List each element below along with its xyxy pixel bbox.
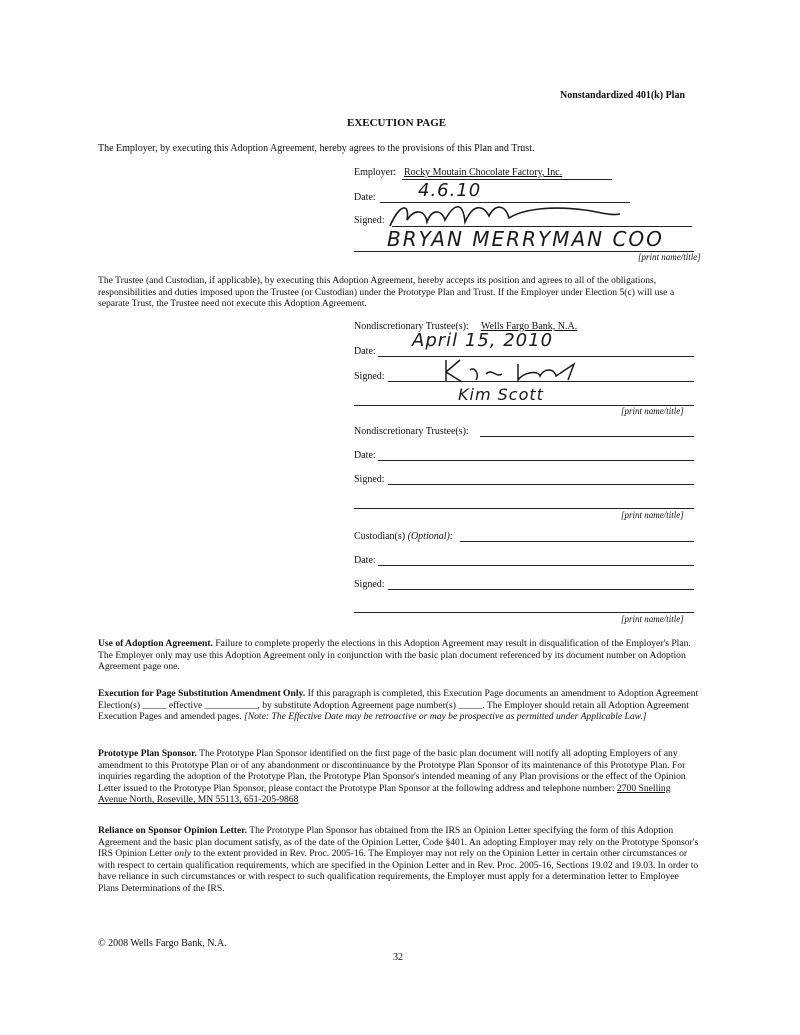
custodian-colon: : bbox=[449, 531, 453, 542]
trustee-intro: The Trustee (and Custodian, if applicable), by executing this Adoption Agreement, hereby accepts its position and agrees to all of the obligations, responsibilities and duties imposed upon the Trustee (or Custodian) under the Prototype Plan and Trust. If the Employer under Election 5(c) will use a separate Trust, the Trustee need not execute this Adoption Agreement. bbox=[98, 275, 675, 310]
trustee-1-print-name-label: [print name/title] bbox=[621, 406, 684, 416]
trustee-2-label: Nondiscretionary Trustee(s): bbox=[354, 426, 469, 437]
custodian-label-text: Custodian(s) bbox=[354, 531, 406, 542]
employer-name: Rocky Moutain Chocolate Factory, Inc. bbox=[404, 167, 563, 178]
custodian-name-line[interactable] bbox=[460, 541, 694, 542]
custodian-print-name-label: [print name/title] bbox=[621, 614, 684, 624]
reliance-body-2: to the extent provided in Rev. Proc. 2005-16. The Employer may not rely on the Opinion Letter in certain other circumstances or with respect to certain qualification requirements, which are specified in the Opinion Letter and in Rev. Proc. 2005-16, Sections 19.02 and 19.03. In order to have reliance in such circumstances or with respect to such qualification requirements, the Employer must apply for a determination letter to Employee Plans Determinations of the IRS. bbox=[98, 848, 699, 894]
trustee-2-print-line[interactable] bbox=[354, 508, 694, 509]
footer-copyright: © 2008 Wells Fargo Bank, N.A. bbox=[98, 938, 227, 949]
employer-intro: The Employer, by executing this Adoption Agreement, hereby agrees to the provisions of this Plan and Trust. bbox=[98, 143, 535, 154]
trustee-2-signed-line[interactable] bbox=[388, 484, 694, 485]
reliance-paragraph bbox=[98, 825, 700, 895]
page-title: EXECUTION PAGE bbox=[347, 117, 447, 129]
employer-print-name-label: [print name/title] bbox=[638, 252, 701, 262]
trustee-2-signed-label: Signed: bbox=[354, 474, 385, 485]
trustee-1-name: Wells Fargo Bank, N.A. bbox=[481, 321, 578, 332]
use-heading: Use of Adoption Agreement. bbox=[98, 638, 213, 649]
custodian-signed-line[interactable] bbox=[388, 589, 694, 590]
reliance-heading: Reliance on Sponsor Opinion Letter. bbox=[98, 825, 247, 836]
custodian-date-label: Date: bbox=[354, 555, 376, 566]
trustee-1-label: Nondiscretionary Trustee(s): bbox=[354, 321, 469, 332]
exec-body: If this paragraph is completed, this Execution Page documents an amendment to Adoption Agreement Election(s) _____ effective ___________, by substitute Adoption Agreement page number(s) _____. The Employer should retain all Adoption Agreement Execution Pages and amended pages. bbox=[98, 688, 699, 723]
custodian-optional: (Optional) bbox=[407, 531, 450, 542]
trustee-1-signed-line[interactable] bbox=[388, 381, 694, 382]
trustee-1-print-name-handwritten: Kim Scott bbox=[458, 385, 544, 404]
employer-date-label: Date: bbox=[354, 192, 376, 203]
use-body: Failure to complete properly the elections in this Adoption Agreement may result in disqualification of the Employer's Plan. The Employer only may use this Adoption Agreement only in conjunction with the basic plan document referenced by its document number on Adoption Agreement page one. bbox=[98, 638, 691, 673]
execution-substitution-paragraph bbox=[98, 688, 700, 723]
trustee-1-date-handwritten: April 15, 2010 bbox=[412, 330, 554, 351]
sponsor-body: The Prototype Plan Sponsor identified on the first page of the basic plan document will notify all adopting Employers of any amendment to this Prototype Plan or of any abandonment or discontinuance by the Prototype Plan Sponsor of its maintenance of this Prototype Plan. For inquiries regarding the adoption of the Prototype Plan, the Prototype Plan Sponsor's intended meaning of any Plan provisions or the effect of the Opinion Letter issued to the Prototype Plan Sponsor, please contact the Prototype Plan Sponsor at the following address and telephone number: bbox=[98, 748, 686, 794]
trustee-2-date-line[interactable] bbox=[378, 460, 694, 461]
custodian-print-line[interactable] bbox=[354, 612, 694, 613]
custodian-signed-label: Signed: bbox=[354, 579, 385, 590]
employer-label: Employer: bbox=[354, 167, 397, 178]
reliance-only: only bbox=[174, 848, 192, 860]
custodian-label bbox=[354, 531, 453, 542]
employer-print-name-handwritten: BRYAN MERRYMAN COO bbox=[387, 227, 664, 251]
page-number: 32 bbox=[393, 952, 403, 963]
reliance-body-1: The Prototype Plan Sponsor has obtained from the IRS an Opinion Letter specifying the form of this Adoption Agreement and the basic plan document satisfy, as of the date of the Opinion Letter, Code §401. An adopting Employer may rely on the Prototype Sponsor's IRS Opinion Letter bbox=[98, 825, 699, 860]
trustee-1-signed-label: Signed: bbox=[354, 371, 385, 382]
plan-type-header: Nonstandardized 401(k) Plan bbox=[560, 90, 686, 101]
sponsor-heading: Prototype Plan Sponsor. bbox=[98, 748, 197, 759]
employer-date-handwritten: 4.6.10 bbox=[418, 180, 482, 201]
prototype-sponsor-paragraph bbox=[98, 748, 700, 806]
sponsor-address: 2700 Snelling Avenue North, Roseville, MN 55113, 651-205-9868 bbox=[98, 782, 671, 806]
exec-note: [Note: The Effective Date may be retroactive or may be prospective as permitted under Applicable Law.] bbox=[244, 711, 647, 723]
trustee-2-print-name-label: [print name/title] bbox=[621, 510, 684, 520]
exec-heading: Execution for Page Substitution Amendment Only. bbox=[98, 688, 306, 699]
trustee-1-date-label: Date: bbox=[354, 346, 376, 357]
trustee-2-date-label: Date: bbox=[354, 450, 376, 461]
trustee-2-name-line[interactable] bbox=[480, 436, 694, 437]
employer-signed-label: Signed: bbox=[354, 215, 385, 226]
custodian-date-line[interactable] bbox=[378, 565, 694, 566]
use-of-adoption-paragraph bbox=[98, 638, 700, 673]
